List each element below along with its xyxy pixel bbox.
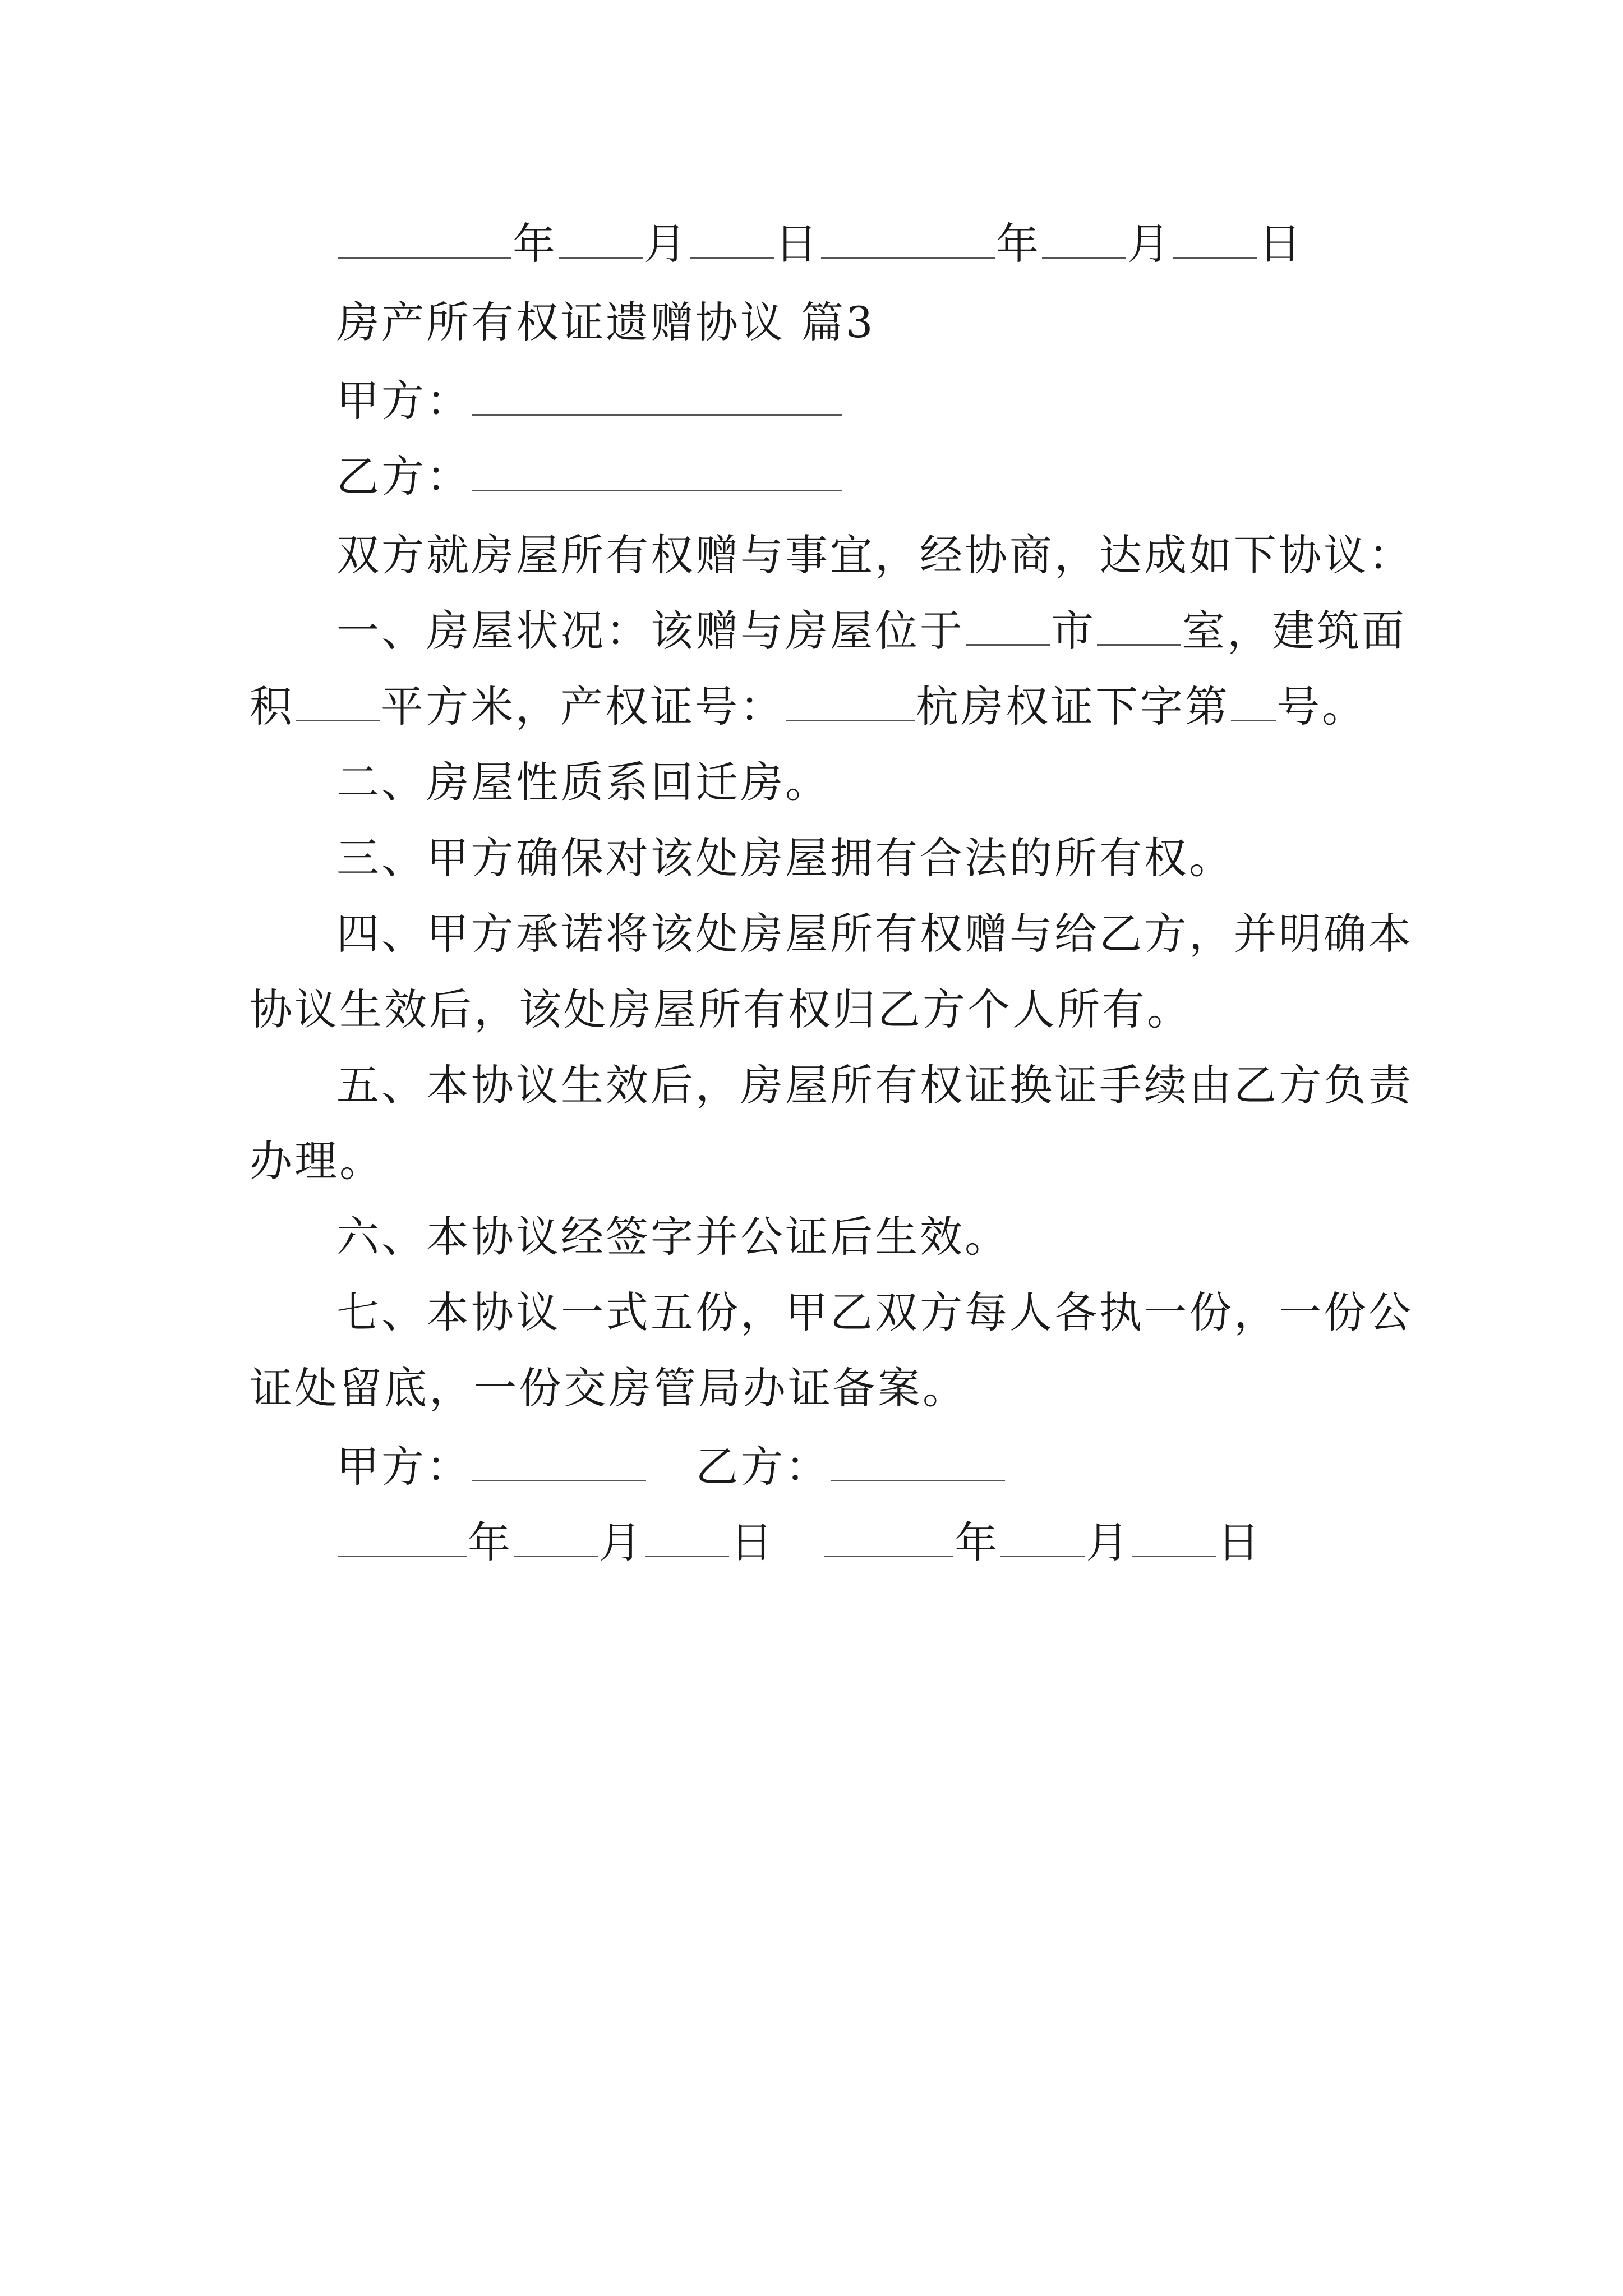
clause-1-line-1 — [336, 603, 1481, 659]
day-blank — [1173, 223, 1257, 259]
city-blank — [966, 610, 1050, 646]
number-blank — [1231, 686, 1276, 721]
clause-1-text-a: 一、房屋状况：该赠与房屋位于 — [336, 606, 965, 656]
room-blank — [1097, 610, 1181, 646]
signature-party-b-blank — [831, 1446, 1005, 1481]
party-a-label: 甲方： — [336, 376, 471, 426]
month-label: 月 — [1127, 219, 1172, 269]
clause-1-line-2 — [250, 679, 1394, 735]
day-blank — [645, 1522, 729, 1557]
clause-4-text-2: 协议生效后，该处房屋所有权归乙方个人所有。 — [250, 984, 1192, 1034]
month-blank — [514, 1522, 598, 1557]
title-suffix: 篇3 — [801, 297, 875, 347]
clause-7-text-2: 证处留底，一份交房管局办证备案。 — [250, 1363, 967, 1413]
year-blank — [821, 223, 995, 259]
signature-party-b-label: 乙方： — [695, 1442, 831, 1492]
party-a-line — [336, 373, 1481, 429]
clause-4-line-1 — [336, 906, 1481, 962]
intro-text: 双方就房屋所有权赠与事宜，经协商，达成如下协议： — [336, 530, 1413, 580]
clause-5-text-2: 办理。 — [250, 1136, 384, 1186]
month-label: 月 — [644, 219, 689, 269]
year-blank — [824, 1522, 953, 1557]
day-label: 日 — [1217, 1517, 1262, 1567]
date-line-top — [336, 216, 1481, 272]
month-blank — [1000, 1522, 1085, 1557]
clause-2-text: 二、房屋性质系回迁房。 — [336, 757, 830, 807]
clause-6-text: 六、本协议经签字并公证后生效。 — [336, 1212, 1009, 1262]
title-text: 房产所有权证遗赠协议 — [336, 297, 785, 347]
party-b-blank — [472, 456, 842, 491]
month-blank — [1042, 223, 1126, 259]
clause-1-text-b: 市 — [1051, 606, 1096, 656]
clause-3-text: 三、甲方确保对该处房屋拥有合法的所有权。 — [336, 833, 1234, 883]
clause-1-text-g: 号。 — [1277, 682, 1367, 731]
certificate-blank — [786, 686, 915, 721]
year-label: 年 — [996, 219, 1041, 269]
year-label: 年 — [955, 1517, 1000, 1567]
year-label: 年 — [468, 1517, 513, 1567]
document-title — [336, 295, 1481, 351]
signature-line — [336, 1439, 1481, 1495]
clause-4-text-1: 四、甲方承诺将该处房屋所有权赠与给乙方，并明确本 — [336, 909, 1413, 959]
clause-1-text-f: 杭房权证下字第 — [916, 682, 1230, 731]
clause-5-text-1: 五、本协议生效后，房屋所有权证换证手续由乙方负责 — [336, 1060, 1413, 1110]
year-blank — [338, 223, 511, 259]
day-label: 日 — [1258, 219, 1303, 269]
clause-2 — [336, 754, 1481, 811]
clause-5-line-1 — [336, 1057, 1481, 1114]
month-blank — [559, 223, 643, 259]
clause-3 — [336, 830, 1481, 886]
month-label: 月 — [1086, 1517, 1131, 1567]
year-label: 年 — [513, 219, 557, 269]
clause-7-text-1: 七、本协议一式五份，甲乙双方每人各执一份，一份公 — [336, 1287, 1413, 1337]
clause-7-line-2 — [250, 1360, 1394, 1416]
day-blank — [1132, 1522, 1216, 1557]
party-b-line — [336, 449, 1481, 505]
clause-4-line-2 — [250, 982, 1394, 1038]
intro-paragraph — [336, 527, 1481, 583]
day-label: 日 — [775, 219, 820, 269]
area-blank — [296, 686, 380, 721]
year-blank — [338, 1522, 467, 1557]
clause-7-line-1 — [336, 1285, 1481, 1341]
clause-6 — [336, 1209, 1481, 1265]
clause-5-line-2 — [250, 1133, 1394, 1189]
signature-party-a-blank — [472, 1446, 646, 1481]
signature-party-a-label: 甲方： — [336, 1442, 471, 1492]
date-line-bottom — [336, 1515, 1481, 1571]
clause-1-text-c: 室，建筑面 — [1182, 606, 1407, 656]
party-b-label: 乙方： — [336, 452, 471, 501]
day-label: 日 — [730, 1517, 775, 1567]
month-label: 月 — [599, 1517, 644, 1567]
clause-1-text-e: 平方米，产权证号： — [381, 682, 785, 731]
day-blank — [690, 223, 774, 259]
party-a-blank — [472, 380, 842, 416]
clause-1-text-d: 积 — [250, 682, 294, 731]
